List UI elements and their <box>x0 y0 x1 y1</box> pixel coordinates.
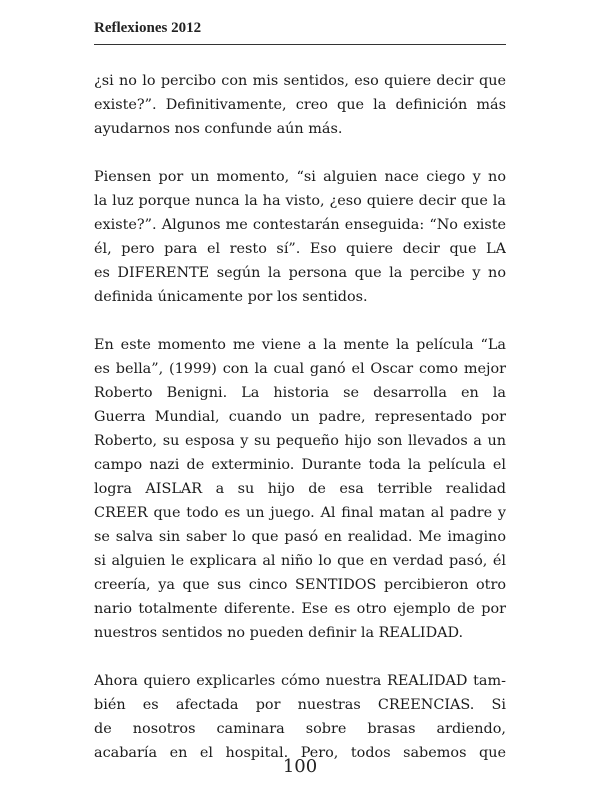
header-rule <box>94 44 506 45</box>
text-line: es bella”, (1999) con la cual ganó el Oscar como mejor <box>94 361 506 377</box>
text-line: se salva sin saber lo que pasó en realidad. Me imagino <box>94 529 506 545</box>
paragraph <box>94 333 506 645</box>
text-line: logra AISLAR a su hijo de esa terrible realidad <box>94 481 506 497</box>
text-line: nario totalmente diferente. Ese es otro ejemplo de por <box>94 601 506 617</box>
text-line: la luz porque nunca la ha visto, ¿eso quiere decir que la <box>94 193 506 209</box>
paragraph <box>94 165 506 309</box>
text-line: Ahora quiero explicarles cómo nuestra REALIDAD tam- <box>94 673 506 689</box>
text-line: CREER que todo es un juego. Al final matan al padre y <box>94 505 506 521</box>
text-line: Piensen por un momento, “si alguien nace ciego y no <box>94 169 506 185</box>
text-line: Roberto Benigni. La historia se desarrolla en la <box>94 385 506 401</box>
text-line: existe?”. Algunos me contestarán enseguida: “No existe <box>94 217 506 233</box>
text-line: si alguien le explicara al niño lo que en verdad pasó, él <box>94 553 506 569</box>
text-line: nuestros sentidos no pueden definir la REALIDAD. <box>94 625 464 641</box>
text-line: Roberto, su esposa y su pequeño hijo son llevados a un <box>94 433 506 449</box>
text-line: acabaría en el hospital. Pero, todos sabemos que <box>94 745 506 761</box>
text-line: campo nazi de exterminio. Durante toda la película el <box>94 457 506 473</box>
text-line: En este momento me viene a la mente la película “La <box>94 337 506 353</box>
running-header: Reflexiones 2012 <box>94 20 202 36</box>
text-line: creería, ya que sus cinco SENTIDOS percibieron otro <box>94 577 506 593</box>
text-line: de nosotros caminara sobre brasas ardiendo, <box>94 721 506 737</box>
text-line: bién es afectada por nuestras CREENCIAS. Si <box>94 697 506 713</box>
text-line: ayudarnos nos confunde aún más. <box>94 121 343 137</box>
text-line: él, pero para el resto sí”. Eso quiere decir que LA <box>94 241 506 257</box>
paragraph <box>94 69 506 141</box>
text-line: ¿si no lo percibo con mis sentidos, eso quiere decir que <box>94 73 506 89</box>
text-line: existe?”. Definitivamente, creo que la definición más <box>94 97 506 113</box>
body-text <box>94 69 506 765</box>
page-number: 100 <box>282 756 318 777</box>
text-line: definida únicamente por los sentidos. <box>94 289 368 305</box>
text-line: Guerra Mundial, cuando un padre, representado por <box>94 409 506 425</box>
text-line: es DIFERENTE según la persona que la percibe y no <box>94 265 506 281</box>
paragraph <box>94 669 506 765</box>
